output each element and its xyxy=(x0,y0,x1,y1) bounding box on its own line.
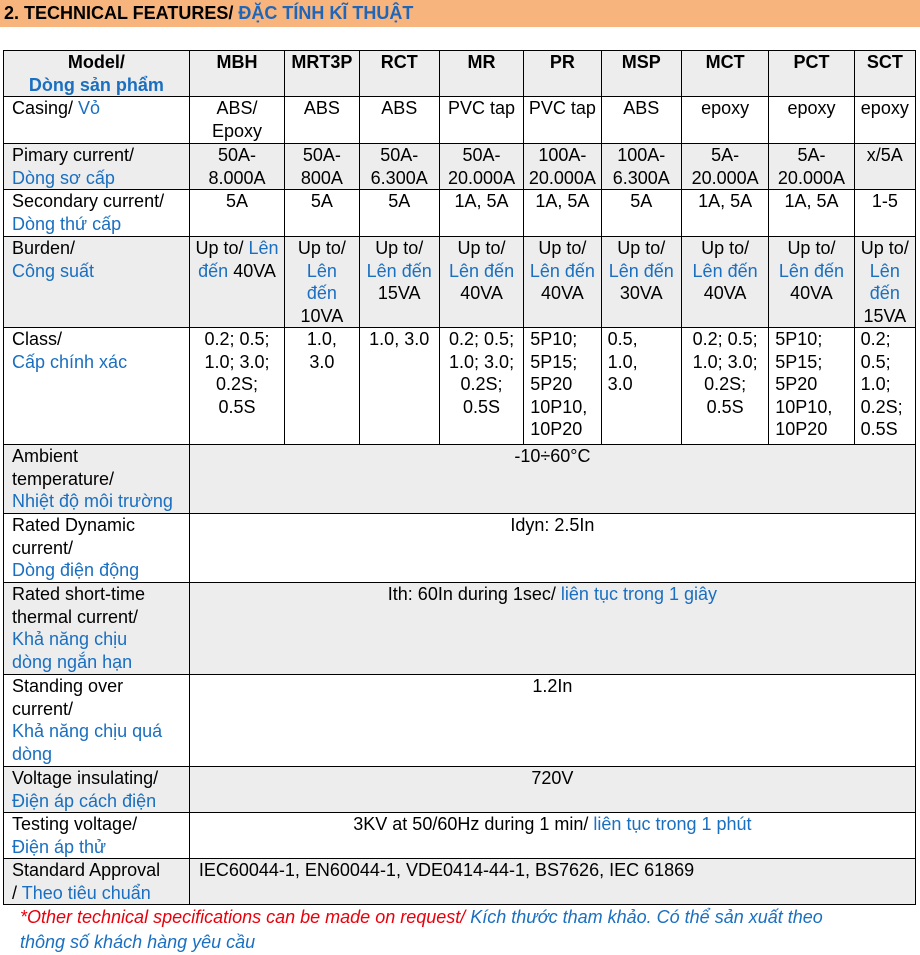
casing-value: PVC tap xyxy=(439,97,523,144)
section-title-en: 2. TECHNICAL FEATURES/ xyxy=(4,3,234,23)
standard-approval-label: Standard Approval / Theo tiêu chuẩn xyxy=(4,859,190,905)
casing-row xyxy=(4,97,916,144)
casing-value: epoxy xyxy=(681,97,768,144)
primary-current-value: 5A- 20.000A xyxy=(769,144,854,190)
primary-current-value: 50A- 6.300A xyxy=(359,144,439,190)
over-current-value: 1.2In xyxy=(189,675,915,767)
footer-note-vi-2: thông số khách hàng yêu cầu xyxy=(20,932,256,952)
casing-value: ABS xyxy=(285,97,359,144)
primary-current-value: 100A- 6.300A xyxy=(601,144,681,190)
column-header: RCT xyxy=(359,51,439,97)
class-value: 0.2; 0.5; 1.0; 3.0; 0.2S; 0.5S xyxy=(439,328,523,445)
class-value: 0.2; 0.5; 1.0; 0.2S; 0.5S xyxy=(854,328,915,445)
burden-value: Up to/ Lên đến 40VA xyxy=(439,237,523,328)
thermal-current-label: Rated short-time thermal current/ Khả năng chịu dòng ngắn hạn xyxy=(4,583,190,675)
column-header: MBH xyxy=(189,51,284,97)
casing-label: Casing/ Vỏ xyxy=(4,97,190,144)
class-row xyxy=(4,328,916,445)
column-header: MR xyxy=(439,51,523,97)
primary-current-value: 100A- 20.000A xyxy=(524,144,601,190)
class-value: 5P10; 5P15; 5P20 10P10, 10P20 xyxy=(769,328,854,445)
dynamic-current-label: Rated Dynamic current/ Dòng điện động xyxy=(4,514,190,583)
footer-note-vi-1: Kích thước tham khảo. Có thể sản xuất theo xyxy=(470,907,823,927)
casing-value: epoxy xyxy=(769,97,854,144)
ambient-temperature-row xyxy=(4,445,916,514)
column-header: SCT xyxy=(854,51,915,97)
voltage-insulating-row xyxy=(4,767,916,813)
burden-value: Up to/ Lên đến 40VA xyxy=(524,237,601,328)
section-header xyxy=(0,0,920,27)
secondary-current-row xyxy=(4,190,916,237)
ambient-temperature-label: Ambient temperature/ Nhiệt độ môi trường xyxy=(4,445,190,514)
class-value: 1.0, 3.0 xyxy=(359,328,439,445)
voltage-insulating-value: 720V xyxy=(189,767,915,813)
class-value: 0.5, 1.0, 3.0 xyxy=(601,328,681,445)
section-title-vi: ĐẶC TÍNH KĨ THUẬT xyxy=(238,3,414,23)
testing-voltage-value: 3KV at 50/60Hz during 1 min/ liên tục trong 1 phút xyxy=(189,813,915,859)
secondary-current-value: 5A xyxy=(285,190,359,237)
secondary-current-value: 1A, 5A xyxy=(769,190,854,237)
column-header: PR xyxy=(524,51,601,97)
standard-approval-value: IEC60044-1, EN60044-1, VDE0414-44-1, BS7626, IEC 61869 xyxy=(189,859,915,905)
secondary-current-value: 1A, 5A xyxy=(524,190,601,237)
testing-voltage-row xyxy=(4,813,916,859)
column-header: MRT3P xyxy=(285,51,359,97)
burden-label: Burden/ Công suất xyxy=(4,237,190,328)
technical-features-table xyxy=(3,50,916,905)
primary-current-value: x/5A xyxy=(854,144,915,190)
primary-current-value: 50A- 800A xyxy=(285,144,359,190)
footer-note xyxy=(20,905,823,955)
dynamic-current-value: Idyn: 2.5In xyxy=(189,514,915,583)
primary-current-value: 50A- 20.000A xyxy=(439,144,523,190)
burden-row xyxy=(4,237,916,328)
model-label-en: Model/ xyxy=(67,52,125,72)
over-current-row xyxy=(4,675,916,767)
primary-current-value: 50A- 8.000A xyxy=(189,144,284,190)
burden-value: Up to/ Lên đến 40VA xyxy=(769,237,854,328)
secondary-current-value: 1A, 5A xyxy=(439,190,523,237)
thermal-current-value: Ith: 60In during 1sec/ liên tục trong 1 giây xyxy=(189,583,915,675)
secondary-current-value: 1A, 5A xyxy=(681,190,768,237)
secondary-current-value: 5A xyxy=(189,190,284,237)
dynamic-current-row xyxy=(4,514,916,583)
burden-value: Up to/ Lên đến 30VA xyxy=(601,237,681,328)
burden-value: Up to/ Lên đến 40VA xyxy=(189,237,284,328)
burden-value: Up to/ Lên đến 10VA xyxy=(285,237,359,328)
standard-approval-row xyxy=(4,859,916,905)
secondary-current-value: 5A xyxy=(601,190,681,237)
over-current-label: Standing over current/ Khả năng chịu quá dòng xyxy=(4,675,190,767)
burden-value: Up to/ Lên đến 40VA xyxy=(681,237,768,328)
header-row xyxy=(4,51,916,97)
class-label: Class/ Cấp chính xác xyxy=(4,328,190,445)
voltage-insulating-label: Voltage insulating/ Điện áp cách điện xyxy=(4,767,190,813)
casing-value: ABS xyxy=(359,97,439,144)
class-value: 0.2; 0.5; 1.0; 3.0; 0.2S; 0.5S xyxy=(681,328,768,445)
ambient-temperature-value: -10÷60°C xyxy=(189,445,915,514)
class-value: 0.2; 0.5; 1.0; 3.0; 0.2S; 0.5S xyxy=(189,328,284,445)
column-header: MCT xyxy=(681,51,768,97)
primary-current-label: Pimary current/ Dòng sơ cấp xyxy=(4,144,190,190)
burden-value: Up to/ Lên đến 15VA xyxy=(854,237,915,328)
class-value: 5P10; 5P15; 5P20 10P10, 10P20 xyxy=(524,328,601,445)
secondary-current-label: Secondary current/ Dòng thứ cấp xyxy=(4,190,190,237)
secondary-current-value: 5A xyxy=(359,190,439,237)
thermal-current-row xyxy=(4,583,916,675)
casing-value: PVC tap xyxy=(524,97,601,144)
column-header: MSP xyxy=(601,51,681,97)
class-value: 1.0, 3.0 xyxy=(285,328,359,445)
testing-voltage-label: Testing voltage/ Điện áp thử xyxy=(4,813,190,859)
footer-note-en: *Other technical specifications can be made on request/ xyxy=(20,907,466,927)
model-header-cell xyxy=(4,51,190,97)
casing-value: epoxy xyxy=(854,97,915,144)
column-header: PCT xyxy=(769,51,854,97)
casing-value: ABS xyxy=(601,97,681,144)
secondary-current-value: 1-5 xyxy=(854,190,915,237)
primary-current-row xyxy=(4,144,916,190)
casing-value: ABS/ Epoxy xyxy=(189,97,284,144)
model-label-vi: Dòng sản phẩm xyxy=(28,74,164,95)
burden-value: Up to/ Lên đến 15VA xyxy=(359,237,439,328)
primary-current-value: 5A- 20.000A xyxy=(681,144,768,190)
